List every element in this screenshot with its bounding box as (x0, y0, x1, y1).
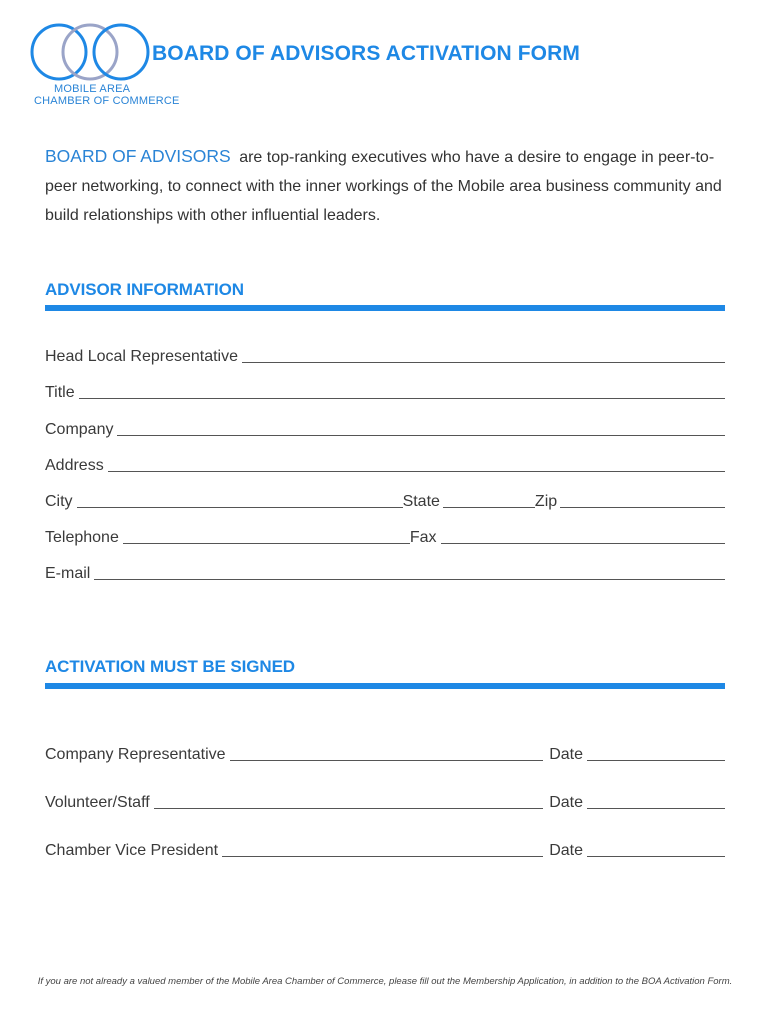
city-line[interactable] (77, 507, 403, 508)
fax-line[interactable] (441, 543, 725, 544)
email-label: E-mail (45, 565, 91, 582)
company-rep-signature-line[interactable] (230, 760, 544, 761)
company-label: Company (45, 421, 114, 438)
chamber-vp-date-label: Date (549, 842, 583, 859)
volunteer-staff-signature-row (45, 790, 725, 812)
company-rep-date-label: Date (549, 746, 583, 763)
company-line[interactable] (117, 435, 725, 436)
activation-heading: ACTIVATION MUST BE SIGNED (45, 657, 295, 676)
email-line[interactable] (94, 579, 725, 580)
chamber-vp-label: Chamber Vice President (45, 842, 219, 859)
intro-text: are top-ranking executives who have a desire to engage in peer-to-peer networking, to connect with the inner workings of the Mobile area business community and build relationships with other influential leaders. (45, 149, 722, 224)
chamber-vp-signature-row (45, 838, 725, 860)
volunteer-staff-date-label: Date (549, 794, 583, 811)
company-rep-date-line[interactable] (587, 760, 725, 761)
state-label: State (402, 493, 440, 510)
intro-paragraph (45, 142, 735, 230)
chamber-vp-signature-line[interactable] (222, 856, 543, 857)
address-field[interactable] (45, 453, 725, 475)
volunteer-staff-date-line[interactable] (587, 808, 725, 809)
state-line[interactable] (443, 507, 535, 508)
title-label: Title (45, 384, 75, 401)
email-field[interactable] (45, 561, 725, 583)
zip-label: Zip (534, 493, 558, 510)
form-title: BOARD OF ADVISORS ACTIVATION FORM (152, 42, 580, 65)
title-line[interactable] (79, 398, 725, 399)
organization-name (34, 83, 180, 107)
volunteer-staff-signature-line[interactable] (154, 808, 544, 809)
city-label: City (45, 493, 73, 510)
chamber-vp-date-line[interactable] (587, 856, 725, 857)
activation-divider (45, 683, 725, 689)
volunteer-staff-label: Volunteer/Staff (45, 794, 150, 811)
head-local-rep-label: Head Local Representative (45, 348, 239, 365)
telephone-label: Telephone (45, 529, 119, 546)
chamber-logo-icon (30, 22, 150, 82)
org-name-line1: MOBILE AREA (54, 83, 131, 95)
head-local-rep-line[interactable] (242, 362, 725, 363)
company-rep-signature-row (45, 742, 725, 764)
head-local-rep-field[interactable] (45, 344, 725, 366)
telephone-fax-row (45, 525, 725, 547)
address-line[interactable] (108, 471, 725, 472)
footer-note: If you are not already a valued member of the Mobile Area Chamber of Commerce, please fill out the Membership Application, in addition to the BOA Activation Form. (37, 976, 733, 987)
org-name-line2: CHAMBER OF COMMERCE (34, 95, 180, 107)
company-field[interactable] (45, 417, 725, 439)
city-state-zip-row (45, 489, 725, 511)
intro-lead: BOARD OF ADVISORS (45, 146, 231, 166)
address-label: Address (45, 457, 104, 474)
title-field[interactable] (45, 380, 725, 402)
company-rep-label: Company Representative (45, 746, 226, 763)
telephone-line[interactable] (123, 543, 410, 544)
fax-label: Fax (409, 529, 437, 546)
advisor-info-divider (45, 305, 725, 311)
zip-line[interactable] (560, 507, 725, 508)
advisor-info-heading: ADVISOR INFORMATION (45, 280, 244, 299)
